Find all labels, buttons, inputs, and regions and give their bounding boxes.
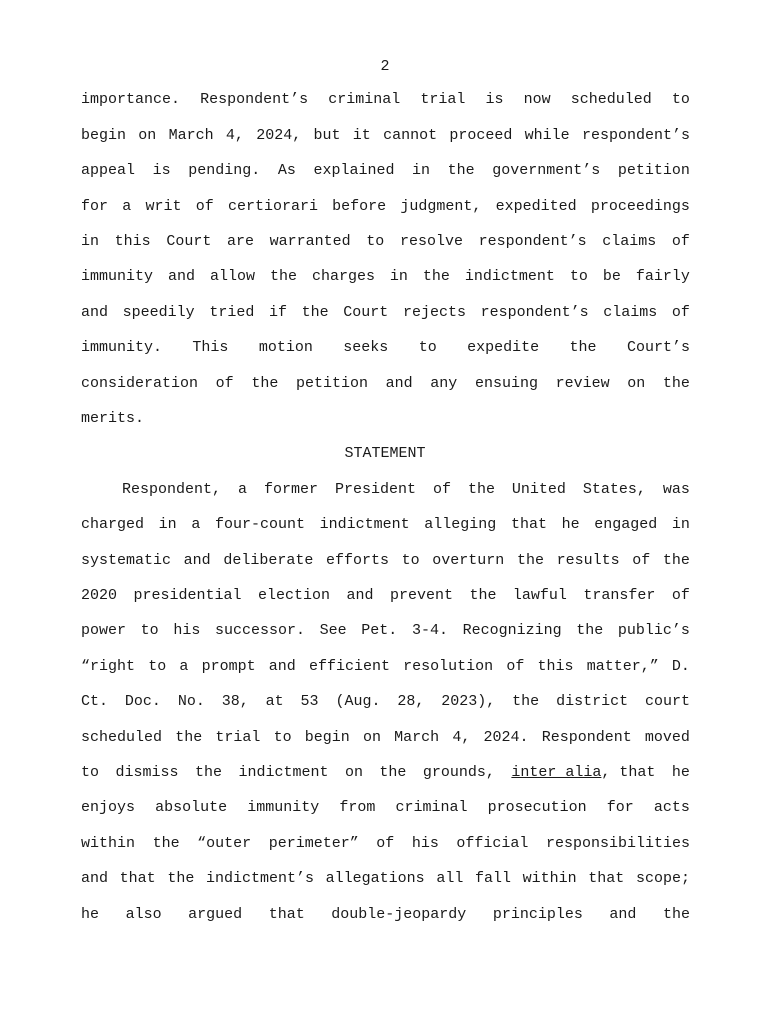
word: rejects bbox=[402, 304, 466, 321]
word: certiorari bbox=[227, 198, 318, 215]
word: importance. bbox=[81, 91, 181, 108]
word: 4, bbox=[225, 127, 244, 144]
word: Court bbox=[166, 233, 212, 250]
word: As bbox=[277, 162, 296, 179]
word: 38, bbox=[221, 693, 249, 710]
word: judgment, bbox=[400, 198, 482, 215]
word: Respondent’s bbox=[200, 91, 309, 108]
word: immunity. bbox=[81, 339, 163, 356]
word: begin bbox=[304, 729, 350, 746]
word: overturn bbox=[432, 552, 505, 569]
word: the bbox=[422, 268, 450, 285]
word: review bbox=[555, 375, 610, 392]
word: a bbox=[122, 198, 132, 215]
section-heading: STATEMENT bbox=[344, 445, 426, 462]
word: in bbox=[81, 233, 100, 250]
word: and bbox=[346, 587, 374, 604]
word: speedily bbox=[122, 304, 195, 321]
word: the bbox=[469, 587, 497, 604]
word: March bbox=[168, 127, 214, 144]
word: indictment bbox=[238, 764, 329, 781]
word: indictment bbox=[319, 516, 410, 533]
word: argued bbox=[188, 906, 243, 923]
text-line bbox=[81, 126, 690, 146]
word: to bbox=[418, 339, 437, 356]
text-line bbox=[81, 374, 690, 394]
word: it bbox=[352, 127, 371, 144]
word: No. bbox=[177, 693, 205, 710]
word: and bbox=[609, 906, 637, 923]
word: and bbox=[81, 870, 109, 887]
word: of bbox=[432, 481, 451, 498]
word: on bbox=[344, 764, 363, 781]
word: Respondent bbox=[541, 729, 632, 746]
word: was bbox=[662, 481, 690, 498]
word: is bbox=[152, 162, 171, 179]
word: also bbox=[125, 906, 162, 923]
word: and bbox=[385, 375, 413, 392]
word: charged bbox=[81, 516, 145, 533]
word: and bbox=[167, 268, 195, 285]
word: Ct. bbox=[81, 693, 109, 710]
word: the bbox=[467, 481, 495, 498]
word: lawful bbox=[512, 587, 567, 604]
word: results bbox=[556, 552, 620, 569]
text-line bbox=[81, 763, 690, 783]
word: a bbox=[238, 481, 248, 498]
word: within bbox=[522, 870, 577, 887]
word: from bbox=[339, 799, 376, 816]
word: to bbox=[366, 233, 385, 250]
text-line bbox=[81, 197, 690, 217]
word: this bbox=[537, 658, 574, 675]
word: warranted bbox=[269, 233, 351, 250]
word: any bbox=[430, 375, 458, 392]
word: on bbox=[362, 729, 381, 746]
word: 4, bbox=[452, 729, 471, 746]
word: principles bbox=[492, 906, 583, 923]
word: his bbox=[411, 835, 439, 852]
word: immunity bbox=[81, 268, 154, 285]
word: for bbox=[606, 799, 634, 816]
word: is bbox=[485, 91, 504, 108]
word: the bbox=[167, 870, 195, 887]
word: he bbox=[561, 516, 580, 533]
word: in bbox=[158, 516, 177, 533]
word: the bbox=[379, 764, 407, 781]
word: allegations bbox=[325, 870, 425, 887]
text-line bbox=[81, 834, 690, 854]
word: Pet. bbox=[361, 622, 398, 639]
word: This bbox=[192, 339, 229, 356]
word: trial bbox=[215, 729, 261, 746]
word: and bbox=[183, 552, 211, 569]
word: former bbox=[263, 481, 318, 498]
word: he bbox=[671, 764, 690, 781]
page-number: 2 bbox=[380, 58, 390, 75]
word: petition bbox=[617, 162, 690, 179]
word: efficient bbox=[308, 658, 390, 675]
word: resolve bbox=[399, 233, 463, 250]
word: absolute bbox=[155, 799, 228, 816]
word: indictment’s bbox=[205, 870, 314, 887]
word: official bbox=[456, 835, 529, 852]
word: on bbox=[138, 127, 157, 144]
word: successor. bbox=[214, 622, 305, 639]
text-line bbox=[81, 551, 690, 571]
word: and bbox=[268, 658, 296, 675]
text-line: merits. bbox=[81, 410, 145, 427]
word: See bbox=[319, 622, 347, 639]
word: expedite bbox=[467, 339, 540, 356]
word: “outer bbox=[197, 835, 252, 852]
word: the bbox=[662, 906, 690, 923]
word: petition bbox=[295, 375, 368, 392]
word: within bbox=[81, 835, 136, 852]
word: all bbox=[436, 870, 464, 887]
word: motion bbox=[258, 339, 313, 356]
word: the bbox=[576, 622, 604, 639]
word: States, bbox=[582, 481, 646, 498]
word: cannot bbox=[383, 127, 438, 144]
word: are bbox=[226, 233, 254, 250]
text-line bbox=[81, 161, 690, 181]
word: Doc. bbox=[124, 693, 161, 710]
word: ensuing bbox=[474, 375, 538, 392]
word: fairly bbox=[635, 268, 690, 285]
word: on bbox=[627, 375, 646, 392]
word: power bbox=[81, 622, 127, 639]
word: of bbox=[671, 233, 690, 250]
word: engaged bbox=[594, 516, 658, 533]
word: he bbox=[81, 906, 100, 923]
word: explained bbox=[313, 162, 395, 179]
word: systematic bbox=[81, 552, 172, 569]
word: alleging bbox=[424, 516, 497, 533]
word: Court’s bbox=[626, 339, 690, 356]
word: criminal bbox=[395, 799, 468, 816]
word: D. bbox=[671, 658, 690, 675]
word: in bbox=[389, 268, 408, 285]
word: the bbox=[194, 764, 222, 781]
word: Recognizing bbox=[462, 622, 562, 639]
word: claims bbox=[603, 304, 658, 321]
word: while bbox=[524, 127, 570, 144]
word: the bbox=[251, 375, 279, 392]
word: prosecution bbox=[487, 799, 587, 816]
word: proceedings bbox=[590, 198, 690, 215]
word: to bbox=[140, 622, 159, 639]
word: in bbox=[671, 516, 690, 533]
word: 2024. bbox=[483, 729, 529, 746]
word: of bbox=[215, 375, 234, 392]
word: seeks bbox=[343, 339, 389, 356]
word: respondent’s bbox=[480, 304, 589, 321]
italic-term: inter alia bbox=[511, 764, 602, 781]
word: respondent’s bbox=[581, 127, 690, 144]
word: pending. bbox=[188, 162, 261, 179]
word: to bbox=[569, 268, 588, 285]
text-line bbox=[122, 480, 690, 500]
word: charges bbox=[311, 268, 375, 285]
word: of bbox=[671, 587, 690, 604]
word: to bbox=[671, 91, 690, 108]
word: dismiss bbox=[115, 764, 179, 781]
text-line-part bbox=[511, 763, 655, 783]
word: United bbox=[511, 481, 566, 498]
word: in bbox=[412, 162, 431, 179]
word: transfer bbox=[583, 587, 656, 604]
text-line bbox=[81, 905, 690, 925]
word: but bbox=[313, 127, 341, 144]
word: (Aug. bbox=[335, 693, 381, 710]
word: claims bbox=[602, 233, 657, 250]
text-line bbox=[81, 657, 690, 677]
word: the bbox=[516, 552, 544, 569]
word: election bbox=[257, 587, 330, 604]
word: consideration bbox=[81, 375, 199, 392]
word: for bbox=[81, 198, 109, 215]
word: acts bbox=[653, 799, 690, 816]
word: of bbox=[632, 552, 651, 569]
word: Court bbox=[343, 304, 389, 321]
text-line bbox=[81, 586, 690, 606]
word: that bbox=[588, 870, 625, 887]
word: if bbox=[268, 304, 287, 321]
word: , that bbox=[601, 764, 656, 781]
word: deliberate bbox=[223, 552, 314, 569]
text-line bbox=[81, 267, 690, 287]
word: President bbox=[334, 481, 416, 498]
word: the bbox=[152, 835, 180, 852]
word: of bbox=[671, 304, 690, 321]
word: 2024, bbox=[256, 127, 302, 144]
word: efforts bbox=[325, 552, 389, 569]
word: March bbox=[394, 729, 440, 746]
word: now bbox=[523, 91, 551, 108]
word: of bbox=[506, 658, 525, 675]
text-line bbox=[81, 621, 690, 641]
word: 3-4. bbox=[411, 622, 448, 639]
word: 53 bbox=[300, 693, 319, 710]
word: immunity bbox=[247, 799, 320, 816]
word: expedited bbox=[495, 198, 577, 215]
word: the bbox=[569, 339, 597, 356]
word: prompt bbox=[201, 658, 256, 675]
text-line bbox=[81, 515, 690, 535]
word: that bbox=[268, 906, 305, 923]
word: the bbox=[269, 268, 297, 285]
word: the bbox=[301, 304, 329, 321]
word: tried bbox=[209, 304, 255, 321]
word: presidential bbox=[133, 587, 242, 604]
text-line bbox=[81, 869, 690, 889]
word: respondent’s bbox=[478, 233, 587, 250]
word: “right bbox=[81, 658, 136, 675]
word: resolution bbox=[403, 658, 494, 675]
word: and bbox=[81, 304, 109, 321]
word: the bbox=[662, 552, 690, 569]
word: trial bbox=[420, 91, 466, 108]
word: perimeter” bbox=[268, 835, 359, 852]
word: at bbox=[265, 693, 284, 710]
word: be bbox=[602, 268, 621, 285]
word: this bbox=[114, 233, 151, 250]
word: Respondent, bbox=[122, 481, 222, 498]
text-line bbox=[81, 728, 690, 748]
word: grounds, bbox=[422, 764, 495, 781]
word: a bbox=[179, 658, 189, 675]
word: 28, bbox=[397, 693, 425, 710]
word: proceed bbox=[449, 127, 513, 144]
text-line bbox=[81, 303, 690, 323]
text-line bbox=[81, 692, 690, 712]
word: scope; bbox=[635, 870, 690, 887]
word: to bbox=[81, 764, 100, 781]
word: four-count bbox=[214, 516, 305, 533]
word: double-jeopardy bbox=[331, 906, 467, 923]
word: scheduled bbox=[81, 729, 163, 746]
word: that bbox=[510, 516, 547, 533]
word: of bbox=[195, 198, 214, 215]
word: court bbox=[644, 693, 690, 710]
word: the bbox=[447, 162, 475, 179]
word: criminal bbox=[328, 91, 401, 108]
word: before bbox=[332, 198, 387, 215]
word: to bbox=[401, 552, 420, 569]
word: 2020 bbox=[81, 587, 118, 604]
word: that bbox=[119, 870, 156, 887]
word: the bbox=[662, 375, 690, 392]
word: fall bbox=[474, 870, 511, 887]
word: 2023), bbox=[441, 693, 496, 710]
text-line bbox=[81, 338, 690, 358]
word: the bbox=[512, 693, 540, 710]
word: to bbox=[148, 658, 167, 675]
word: government’s bbox=[492, 162, 601, 179]
word: begin bbox=[81, 127, 127, 144]
text-line bbox=[81, 232, 690, 252]
word: of bbox=[376, 835, 395, 852]
word: public’s bbox=[617, 622, 690, 639]
word: appeal bbox=[81, 162, 136, 179]
word: allow bbox=[209, 268, 255, 285]
word: prevent bbox=[389, 587, 453, 604]
word: scheduled bbox=[570, 91, 652, 108]
word: responsibilities bbox=[545, 835, 690, 852]
word: matter,” bbox=[586, 658, 659, 675]
word: writ bbox=[145, 198, 182, 215]
text-line bbox=[81, 90, 690, 110]
word: moved bbox=[644, 729, 690, 746]
word: enjoys bbox=[81, 799, 136, 816]
word: a bbox=[191, 516, 201, 533]
word: indictment bbox=[464, 268, 555, 285]
word: his bbox=[173, 622, 201, 639]
word: the bbox=[175, 729, 203, 746]
word: district bbox=[556, 693, 629, 710]
text-line bbox=[81, 798, 690, 818]
word: to bbox=[273, 729, 292, 746]
